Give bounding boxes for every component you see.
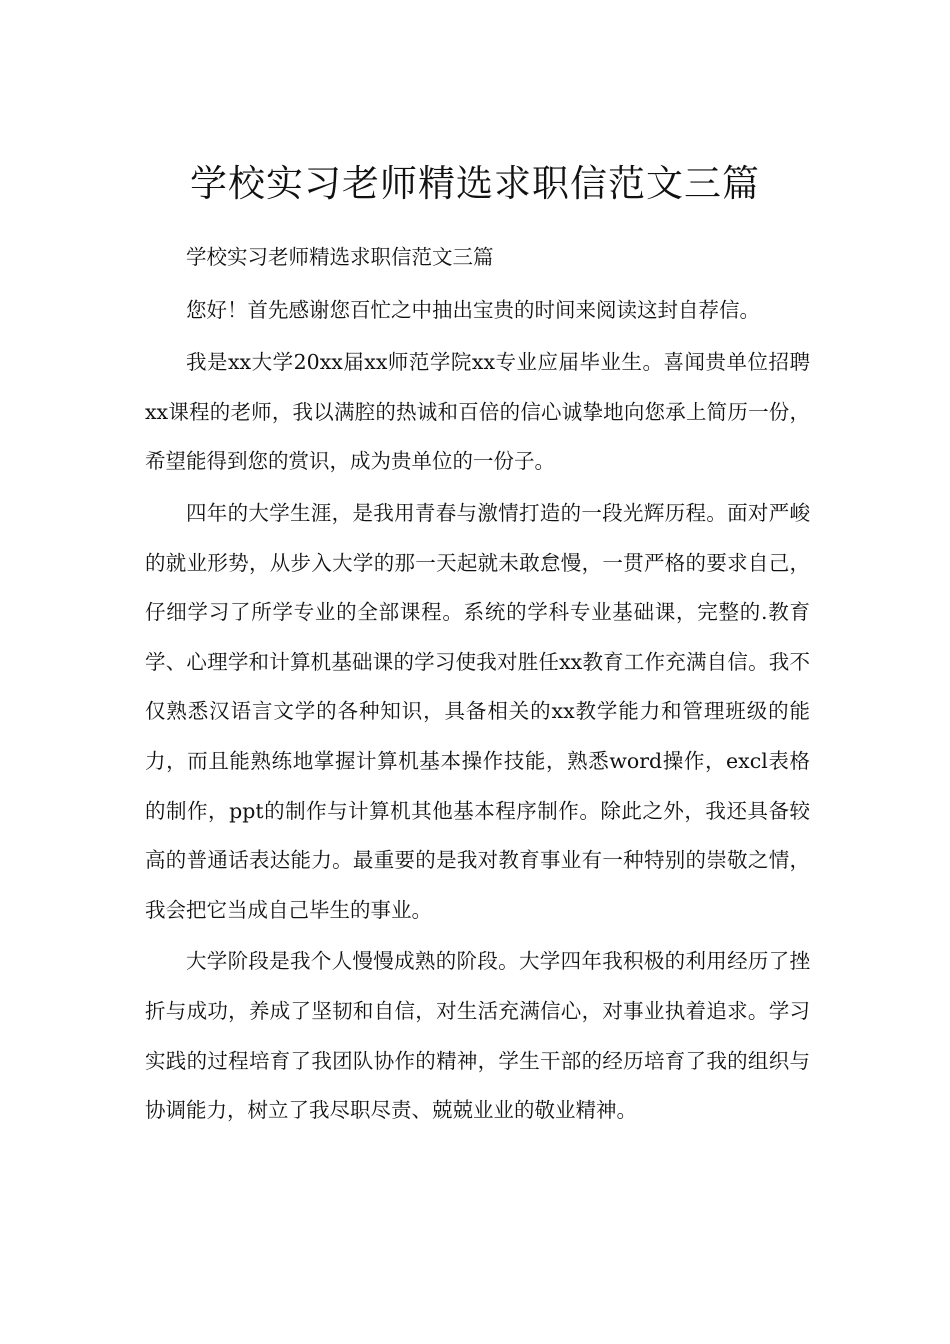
greeting-paragraph: 您好！首先感谢您百忙之中抽出宝贵的时间来阅读这封自荐信。 xyxy=(186,297,760,322)
document-title: 学校实习老师精选求职信范文三篇 xyxy=(190,161,760,205)
growth-paragraph: 大学阶段是我个人慢慢成熟的阶段。大学四年我积极的利用经历了挫折与成功，养成了坚韧和自信，对生活充满信心，对事业执着追求。学习实践的过程培育了我团队协作的精神，学生干部的经历培育了我的组织与协调能力，树立了我尽职尽责、兢兢业业的敬业精神。 xyxy=(145,949,810,1123)
intro-paragraph: 我是xx大学20xx届xx师范学院xx专业应届毕业生。喜闻贵单位招聘xx课程的老师，我以满腔的热诚和百倍的信心诚挚地向您承上简历一份，希望能得到您的赏识，成为贵单位的一份子。 xyxy=(145,350,810,474)
document-body xyxy=(145,233,810,1138)
subtitle-paragraph: 学校实习老师精选求职信范文三篇 xyxy=(186,245,494,269)
university-paragraph: 四年的大学生涯，是我用青春与激情打造的一段光辉历程。面对严峻的就业形势，从步入大学的那一天起就未敢怠慢，一贯严格的要求自己，仔细学习了所学专业的全部课程。系统的学科专业基础课，完整的.教育学、心理学和计算机基础课的学习使我对胜任xx教育工作充满自信。我不仅熟悉汉语言文学的各种知识，具备相关的xx教学能力和管理班级的能力，而且能熟练地掌握计算机基本操作技能，熟悉word操作，excl表格的制作，ppt的制作与计算机其他基本程序制作。除此之外，我还具备较高的普通话表达能力。最重要的是我对教育事业有一种特别的崇敬之情，我会把它当成自己毕生的事业。 xyxy=(145,500,810,922)
